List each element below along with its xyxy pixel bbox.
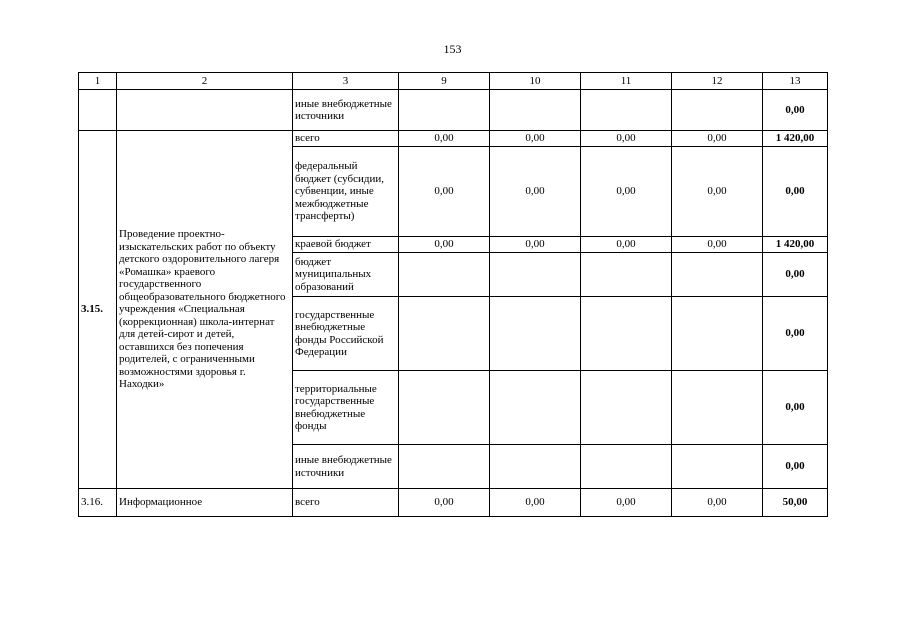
total-cell: 0,00 [763, 147, 828, 237]
value-cell [399, 371, 490, 445]
total-cell: 0,00 [763, 253, 828, 297]
value-cell: 0,00 [490, 131, 581, 147]
header-cell: 9 [399, 73, 490, 90]
item-code: 3.16. [79, 489, 117, 517]
value-cell: 0,00 [399, 131, 490, 147]
value-cell [581, 90, 672, 131]
source-cell: всего [293, 131, 399, 147]
value-cell [399, 90, 490, 131]
value-cell [581, 371, 672, 445]
value-cell: 0,00 [490, 489, 581, 517]
total-cell: 0,00 [763, 371, 828, 445]
value-cell [490, 297, 581, 371]
value-cell: 0,00 [399, 147, 490, 237]
value-cell: 0,00 [399, 237, 490, 253]
value-cell [672, 90, 763, 131]
total-cell: 1 420,00 [763, 131, 828, 147]
value-cell [399, 297, 490, 371]
table-row [79, 131, 828, 147]
source-cell: федеральный бюджет (субсидии, субвенции, иные межбюджетные трансферты) [293, 147, 399, 237]
header-cell: 12 [672, 73, 763, 90]
total-cell: 0,00 [763, 297, 828, 371]
value-cell: 0,00 [672, 131, 763, 147]
value-cell [399, 445, 490, 489]
source-cell: иные внебюджетные источники [293, 90, 399, 131]
value-cell [581, 253, 672, 297]
header-cell: 11 [581, 73, 672, 90]
value-cell: 0,00 [581, 489, 672, 517]
table-row [79, 90, 828, 131]
value-cell [490, 90, 581, 131]
header-cell: 3 [293, 73, 399, 90]
value-cell: 0,00 [581, 237, 672, 253]
value-cell [672, 253, 763, 297]
header-cell: 2 [117, 73, 293, 90]
source-cell: всего [293, 489, 399, 517]
code-cell [79, 90, 117, 131]
item-name: Проведение проектно-изыскательских работ по объекту детского оздоровительного лагеря «Ромашка» краевого государственного общеобразовательного бюджетного учреждения «Специальная (коррекционная) школа-интернат для детей-сирот и детей, оставшихся без попечения родителей, с ограниченными возможностями здоровья г. Находки» [117, 131, 293, 489]
item-code: 3.15. [79, 131, 117, 489]
value-cell: 0,00 [490, 237, 581, 253]
value-cell: 0,00 [672, 237, 763, 253]
item-name: Информационное [117, 489, 293, 517]
total-cell: 0,00 [763, 445, 828, 489]
value-cell: 0,00 [672, 489, 763, 517]
total-cell: 0,00 [763, 90, 828, 131]
page-number: 153 [443, 42, 462, 56]
total-cell: 1 420,00 [763, 237, 828, 253]
name-cell [117, 90, 293, 131]
value-cell [672, 297, 763, 371]
header-row [79, 73, 828, 90]
source-cell: бюджет муниципальных образований [293, 253, 399, 297]
value-cell [490, 253, 581, 297]
budget-table [78, 72, 828, 517]
value-cell: 0,00 [581, 147, 672, 237]
header-cell: 1 [79, 73, 117, 90]
value-cell [490, 371, 581, 445]
source-cell: территориальные государственные внебюджетные фонды [293, 371, 399, 445]
value-cell: 0,00 [399, 489, 490, 517]
source-cell: краевой бюджет [293, 237, 399, 253]
value-cell: 0,00 [490, 147, 581, 237]
value-cell [581, 445, 672, 489]
value-cell: 0,00 [581, 131, 672, 147]
value-cell [490, 445, 581, 489]
value-cell [399, 253, 490, 297]
value-cell: 0,00 [672, 147, 763, 237]
value-cell [581, 297, 672, 371]
value-cell [672, 371, 763, 445]
header-cell: 13 [763, 73, 828, 90]
source-cell: государственные внебюджетные фонды Российской Федерации [293, 297, 399, 371]
source-cell: иные внебюджетные источники [293, 445, 399, 489]
total-cell: 50,00 [763, 489, 828, 517]
header-cell: 10 [490, 73, 581, 90]
table-row [79, 489, 828, 517]
value-cell [672, 445, 763, 489]
